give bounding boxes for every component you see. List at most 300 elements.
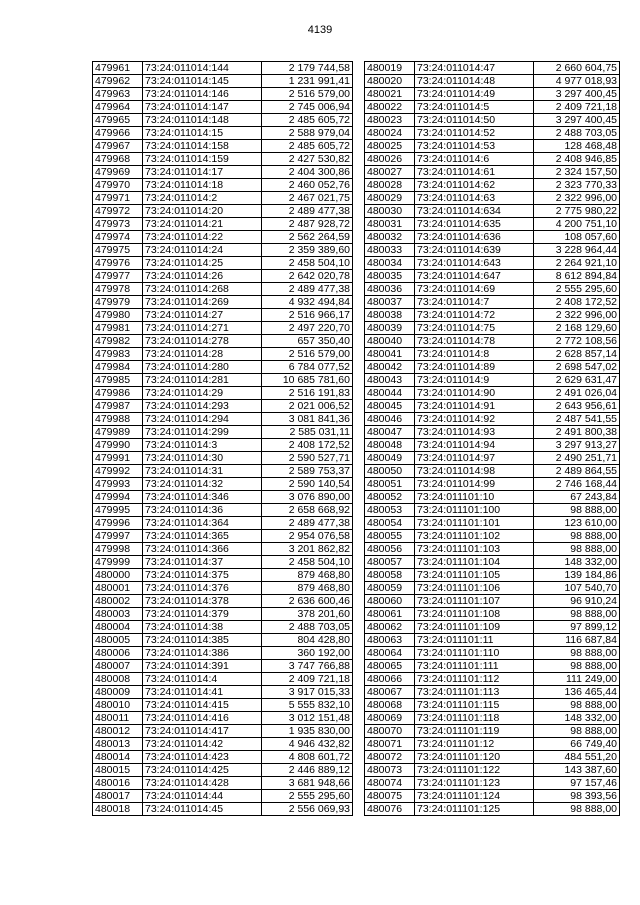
row-number-cell: 480015 (93, 764, 143, 777)
table-row (93, 192, 353, 205)
value-cell: 2 491 800,38 (534, 426, 620, 439)
table-row (365, 725, 620, 738)
table-row (93, 569, 353, 582)
row-number-cell: 480013 (93, 738, 143, 751)
cadastral-number-cell: 73:24:011014:41 (143, 686, 262, 699)
row-number-cell: 479968 (93, 153, 143, 166)
cadastral-number-cell: 73:24:011014:62 (415, 179, 534, 192)
value-cell: 10 685 781,60 (262, 374, 353, 387)
table-row (365, 192, 620, 205)
row-number-cell: 480008 (93, 673, 143, 686)
row-number-cell: 480075 (365, 790, 415, 803)
table-row (93, 400, 353, 413)
table-row (93, 88, 353, 101)
table-row (93, 101, 353, 114)
value-cell: 3 081 841,36 (262, 413, 353, 426)
table-row (365, 738, 620, 751)
cadastral-number-cell: 73:24:011014:375 (143, 569, 262, 582)
row-number-cell: 480023 (365, 114, 415, 127)
table-row (93, 608, 353, 621)
row-number-cell: 479989 (93, 426, 143, 439)
cadastral-number-cell: 73:24:011101:12 (415, 738, 534, 751)
value-cell: 108 057,60 (534, 231, 620, 244)
row-number-cell: 479980 (93, 309, 143, 322)
cadastral-number-cell: 73:24:011014:52 (415, 127, 534, 140)
cadastral-number-cell: 73:24:011101:115 (415, 699, 534, 712)
table-row (93, 751, 353, 764)
table-row (93, 465, 353, 478)
value-cell: 2 589 753,37 (262, 465, 353, 478)
table-row (93, 595, 353, 608)
cadastral-number-cell: 73:24:011014:299 (143, 426, 262, 439)
value-cell: 2 488 703,05 (262, 621, 353, 634)
cadastral-number-cell: 73:24:011014:423 (143, 751, 262, 764)
table-row (93, 62, 353, 75)
cadastral-number-cell: 73:24:011014:30 (143, 452, 262, 465)
cadastral-number-cell: 73:24:011101:118 (415, 712, 534, 725)
cadastral-number-cell: 73:24:011014:25 (143, 257, 262, 270)
value-cell: 3 681 948,66 (262, 777, 353, 790)
row-number-cell: 479976 (93, 257, 143, 270)
value-cell: 128 468,48 (534, 140, 620, 153)
value-cell: 3 201 862,82 (262, 543, 353, 556)
value-cell: 2 409 721,18 (262, 673, 353, 686)
value-cell: 2 485 605,72 (262, 140, 353, 153)
cadastral-number-cell: 73:24:011014:98 (415, 465, 534, 478)
value-cell: 2 264 921,10 (534, 257, 620, 270)
table-row (365, 491, 620, 504)
row-number-cell: 480039 (365, 322, 415, 335)
table-row (93, 738, 353, 751)
value-cell: 98 888,00 (534, 504, 620, 517)
table-row (365, 374, 620, 387)
table-row (365, 62, 620, 75)
table-row (93, 335, 353, 348)
page-number: 4139 (307, 24, 333, 36)
row-number-cell: 479969 (93, 166, 143, 179)
value-cell: 2 775 980,22 (534, 205, 620, 218)
table-row (365, 244, 620, 257)
table-row (93, 361, 353, 374)
value-cell: 378 201,60 (262, 608, 353, 621)
cadastral-number-cell: 73:24:011101:109 (415, 621, 534, 634)
cadastral-number-cell: 73:24:011101:113 (415, 686, 534, 699)
table-row (365, 75, 620, 88)
row-number-cell: 480002 (93, 595, 143, 608)
row-number-cell: 480067 (365, 686, 415, 699)
table-row (93, 283, 353, 296)
value-cell: 2 628 857,14 (534, 348, 620, 361)
value-cell: 2 555 295,60 (262, 790, 353, 803)
value-cell: 2 491 026,04 (534, 387, 620, 400)
cadastral-number-cell: 73:24:011014:159 (143, 153, 262, 166)
value-cell: 2 588 979,04 (262, 127, 353, 140)
value-cell: 2 487 928,72 (262, 218, 353, 231)
table-row (93, 309, 353, 322)
table-row (365, 751, 620, 764)
row-number-cell: 479973 (93, 218, 143, 231)
row-number-cell: 480005 (93, 634, 143, 647)
cadastral-number-cell: 73:24:011014:346 (143, 491, 262, 504)
table-row (365, 114, 620, 127)
value-cell: 2 021 006,52 (262, 400, 353, 413)
cadastral-number-cell: 73:24:011014:146 (143, 88, 262, 101)
value-cell: 3 012 151,48 (262, 712, 353, 725)
value-cell: 2 408 172,52 (262, 439, 353, 452)
cadastral-number-cell: 73:24:011101:104 (415, 556, 534, 569)
table-row (93, 179, 353, 192)
row-number-cell: 480032 (365, 231, 415, 244)
row-number-cell: 480018 (93, 803, 143, 816)
cadastral-number-cell: 73:24:011014:376 (143, 582, 262, 595)
table-row (93, 712, 353, 725)
cadastral-number-cell: 73:24:011014:144 (143, 62, 262, 75)
cadastral-number-cell: 73:24:011014:94 (415, 439, 534, 452)
row-number-cell: 480044 (365, 387, 415, 400)
table-row (365, 296, 620, 309)
row-number-cell: 480056 (365, 543, 415, 556)
row-number-cell: 480052 (365, 491, 415, 504)
value-cell: 2 408 172,52 (534, 296, 620, 309)
row-number-cell: 479963 (93, 88, 143, 101)
row-number-cell: 480043 (365, 374, 415, 387)
table-row (365, 439, 620, 452)
value-cell: 2 629 631,47 (534, 374, 620, 387)
table-row (93, 114, 353, 127)
table-row (365, 556, 620, 569)
value-cell: 2 458 504,10 (262, 257, 353, 270)
table-row (365, 686, 620, 699)
value-cell: 2 590 527,71 (262, 452, 353, 465)
value-cell: 804 428,80 (262, 634, 353, 647)
table-row (93, 166, 353, 179)
value-cell: 3 297 913,27 (534, 439, 620, 452)
cadastral-number-cell: 73:24:011014:378 (143, 595, 262, 608)
row-number-cell: 479985 (93, 374, 143, 387)
table-row (365, 673, 620, 686)
cadastral-number-cell: 73:24:011101:122 (415, 764, 534, 777)
row-number-cell: 480045 (365, 400, 415, 413)
table-row (365, 153, 620, 166)
table-row (365, 777, 620, 790)
cadastral-number-cell: 73:24:011101:124 (415, 790, 534, 803)
row-number-cell: 480074 (365, 777, 415, 790)
row-number-cell: 480030 (365, 205, 415, 218)
table-row (365, 621, 620, 634)
cadastral-number-cell: 73:24:011014:49 (415, 88, 534, 101)
row-number-cell: 479974 (93, 231, 143, 244)
value-cell: 3 076 890,00 (262, 491, 353, 504)
value-cell: 5 555 832,10 (262, 699, 353, 712)
cadastral-number-cell: 73:24:011101:107 (415, 595, 534, 608)
row-number-cell: 480022 (365, 101, 415, 114)
table-row (93, 582, 353, 595)
cadastral-number-cell: 73:24:011101:120 (415, 751, 534, 764)
row-number-cell: 480062 (365, 621, 415, 634)
row-number-cell: 480031 (365, 218, 415, 231)
value-cell: 2 487 541,55 (534, 413, 620, 426)
row-number-cell: 480017 (93, 790, 143, 803)
value-cell: 8 612 894,84 (534, 270, 620, 283)
cadastral-number-cell: 73:24:011014:72 (415, 309, 534, 322)
table-row (365, 790, 620, 803)
value-cell: 111 249,00 (534, 673, 620, 686)
value-cell: 484 551,20 (534, 751, 620, 764)
row-number-cell: 479966 (93, 127, 143, 140)
table-row (93, 231, 353, 244)
value-cell: 879 468,80 (262, 569, 353, 582)
table-row (93, 777, 353, 790)
cadastral-number-cell: 73:24:011014:50 (415, 114, 534, 127)
table-row (93, 374, 353, 387)
table-row (365, 712, 620, 725)
row-number-cell: 479999 (93, 556, 143, 569)
cadastral-number-cell: 73:24:011101:123 (415, 777, 534, 790)
value-cell: 98 888,00 (534, 699, 620, 712)
row-number-cell: 479983 (93, 348, 143, 361)
value-cell: 98 888,00 (534, 803, 620, 816)
row-number-cell: 480050 (365, 465, 415, 478)
cadastral-number-cell: 73:24:011014:36 (143, 504, 262, 517)
row-number-cell: 480059 (365, 582, 415, 595)
row-number-cell: 479991 (93, 452, 143, 465)
table-row (365, 166, 620, 179)
value-cell: 2 562 264,59 (262, 231, 353, 244)
value-cell: 2 636 600,46 (262, 595, 353, 608)
row-number-cell: 480029 (365, 192, 415, 205)
registry-table-left (92, 61, 353, 816)
value-cell: 2 516 579,00 (262, 88, 353, 101)
value-cell: 3 747 766,88 (262, 660, 353, 673)
value-cell: 2 179 744,58 (262, 62, 353, 75)
row-number-cell: 480064 (365, 647, 415, 660)
cadastral-number-cell: 73:24:011014:89 (415, 361, 534, 374)
row-number-cell: 479964 (93, 101, 143, 114)
value-cell: 116 687,84 (534, 634, 620, 647)
registry-table-right (364, 61, 620, 816)
cadastral-number-cell: 73:24:011101:111 (415, 660, 534, 673)
row-number-cell: 480047 (365, 426, 415, 439)
table-row (365, 88, 620, 101)
cadastral-number-cell: 73:24:011101:108 (415, 608, 534, 621)
value-cell: 657 350,40 (262, 335, 353, 348)
row-number-cell: 480001 (93, 582, 143, 595)
cadastral-number-cell: 73:24:011014:5 (415, 101, 534, 114)
cadastral-number-cell: 73:24:011014:48 (415, 75, 534, 88)
value-cell: 1 935 830,00 (262, 725, 353, 738)
value-cell: 2 485 605,72 (262, 114, 353, 127)
table-row (365, 530, 620, 543)
value-cell: 148 332,00 (534, 556, 620, 569)
table-row (93, 725, 353, 738)
table-row (93, 413, 353, 426)
table-row (93, 153, 353, 166)
row-number-cell: 480069 (365, 712, 415, 725)
table-row (93, 270, 353, 283)
cadastral-number-cell: 73:24:011014:91 (415, 400, 534, 413)
value-cell: 98 888,00 (534, 530, 620, 543)
table-row (365, 205, 620, 218)
table-row (365, 569, 620, 582)
row-number-cell: 479977 (93, 270, 143, 283)
cadastral-number-cell: 73:24:011014:271 (143, 322, 262, 335)
cadastral-number-cell: 73:24:011014:639 (415, 244, 534, 257)
row-number-cell: 480061 (365, 608, 415, 621)
value-cell: 2 458 504,10 (262, 556, 353, 569)
row-number-cell: 479993 (93, 478, 143, 491)
row-number-cell: 480042 (365, 361, 415, 374)
table-row (93, 218, 353, 231)
cadastral-number-cell: 73:24:011014:90 (415, 387, 534, 400)
table-row (93, 491, 353, 504)
value-cell: 2 467 021,75 (262, 192, 353, 205)
table-row (365, 452, 620, 465)
cadastral-number-cell: 73:24:011014:24 (143, 244, 262, 257)
cadastral-number-cell: 73:24:011014:45 (143, 803, 262, 816)
row-number-cell: 480065 (365, 660, 415, 673)
cadastral-number-cell: 73:24:011014:93 (415, 426, 534, 439)
table-row (365, 335, 620, 348)
row-number-cell: 479992 (93, 465, 143, 478)
value-cell: 2 643 956,61 (534, 400, 620, 413)
cadastral-number-cell: 73:24:011014:268 (143, 283, 262, 296)
cadastral-number-cell: 73:24:011014:425 (143, 764, 262, 777)
table-row (93, 764, 353, 777)
value-cell: 123 610,00 (534, 517, 620, 530)
cadastral-number-cell: 73:24:011014:61 (415, 166, 534, 179)
value-cell: 2 516 579,00 (262, 348, 353, 361)
cadastral-number-cell: 73:24:011014:278 (143, 335, 262, 348)
row-number-cell: 480036 (365, 283, 415, 296)
cadastral-number-cell: 73:24:011014:26 (143, 270, 262, 283)
value-cell: 2 324 157,50 (534, 166, 620, 179)
value-cell: 148 332,00 (534, 712, 620, 725)
table-row (93, 634, 353, 647)
row-number-cell: 479978 (93, 283, 143, 296)
table-row (365, 179, 620, 192)
table-row (365, 660, 620, 673)
cadastral-number-cell: 73:24:011014:647 (415, 270, 534, 283)
row-number-cell: 479995 (93, 504, 143, 517)
cadastral-number-cell: 73:24:011014:7 (415, 296, 534, 309)
table-row (93, 140, 353, 153)
row-number-cell: 479996 (93, 517, 143, 530)
row-number-cell: 480006 (93, 647, 143, 660)
cadastral-number-cell: 73:24:011014:4 (143, 673, 262, 686)
row-number-cell: 480057 (365, 556, 415, 569)
cadastral-number-cell: 73:24:011014:417 (143, 725, 262, 738)
table-row (93, 452, 353, 465)
row-number-cell: 480026 (365, 153, 415, 166)
cadastral-number-cell: 73:24:011014:416 (143, 712, 262, 725)
value-cell: 360 192,00 (262, 647, 353, 660)
table-row (365, 582, 620, 595)
row-number-cell: 480034 (365, 257, 415, 270)
row-number-cell: 480010 (93, 699, 143, 712)
value-cell: 98 888,00 (534, 660, 620, 673)
value-cell: 67 243,84 (534, 491, 620, 504)
row-number-cell: 480048 (365, 439, 415, 452)
row-number-cell: 480028 (365, 179, 415, 192)
value-cell: 2 408 946,85 (534, 153, 620, 166)
value-cell: 2 489 477,38 (262, 283, 353, 296)
row-number-cell: 480058 (365, 569, 415, 582)
value-cell: 1 231 991,41 (262, 75, 353, 88)
table-row (93, 556, 353, 569)
table-row (93, 790, 353, 803)
table-row (93, 75, 353, 88)
row-number-cell: 479975 (93, 244, 143, 257)
cadastral-number-cell: 73:24:011014:385 (143, 634, 262, 647)
table-row (93, 322, 353, 335)
value-cell: 2 490 251,71 (534, 452, 620, 465)
table-row (93, 543, 353, 556)
row-number-cell: 480003 (93, 608, 143, 621)
row-number-cell: 479961 (93, 62, 143, 75)
value-cell: 2 698 547,02 (534, 361, 620, 374)
table-row (93, 387, 353, 400)
value-cell: 66 749,40 (534, 738, 620, 751)
value-cell: 879 468,80 (262, 582, 353, 595)
cadastral-number-cell: 73:24:011014:31 (143, 465, 262, 478)
row-number-cell: 479982 (93, 335, 143, 348)
row-number-cell: 480020 (365, 75, 415, 88)
value-cell: 3 917 015,33 (262, 686, 353, 699)
value-cell: 2 555 295,60 (534, 283, 620, 296)
row-number-cell: 480009 (93, 686, 143, 699)
table-row (93, 673, 353, 686)
table-row (365, 322, 620, 335)
cadastral-number-cell: 73:24:011014:635 (415, 218, 534, 231)
value-cell: 2 772 108,56 (534, 335, 620, 348)
table-row (93, 803, 353, 816)
table-row (93, 127, 353, 140)
value-cell: 2 488 703,05 (534, 127, 620, 140)
cadastral-number-cell: 73:24:011014:44 (143, 790, 262, 803)
cadastral-number-cell: 73:24:011014:379 (143, 608, 262, 621)
value-cell: 2 516 191,83 (262, 387, 353, 400)
table-row (365, 764, 620, 777)
cadastral-number-cell: 73:24:011014:391 (143, 660, 262, 673)
cadastral-number-cell: 73:24:011014:92 (415, 413, 534, 426)
value-cell: 143 387,60 (534, 764, 620, 777)
value-cell: 98 888,00 (534, 543, 620, 556)
row-number-cell: 480035 (365, 270, 415, 283)
row-number-cell: 480040 (365, 335, 415, 348)
value-cell: 2 556 069,93 (262, 803, 353, 816)
row-number-cell: 479967 (93, 140, 143, 153)
table-row (93, 426, 353, 439)
row-number-cell: 480012 (93, 725, 143, 738)
value-cell: 4 200 751,10 (534, 218, 620, 231)
row-number-cell: 479970 (93, 179, 143, 192)
row-number-cell: 480053 (365, 504, 415, 517)
table-row (93, 699, 353, 712)
row-number-cell: 480011 (93, 712, 143, 725)
cadastral-number-cell: 73:24:011014:6 (415, 153, 534, 166)
cadastral-number-cell: 73:24:011014:28 (143, 348, 262, 361)
row-number-cell: 480016 (93, 777, 143, 790)
table-row (365, 257, 620, 270)
cadastral-number-cell: 73:24:011101:11 (415, 634, 534, 647)
table-row (365, 413, 620, 426)
cadastral-number-cell: 73:24:011101:100 (415, 504, 534, 517)
table-row (365, 647, 620, 660)
cadastral-number-cell: 73:24:011014:53 (415, 140, 534, 153)
value-cell: 6 784 077,52 (262, 361, 353, 374)
row-number-cell: 480007 (93, 660, 143, 673)
row-number-cell: 479984 (93, 361, 143, 374)
